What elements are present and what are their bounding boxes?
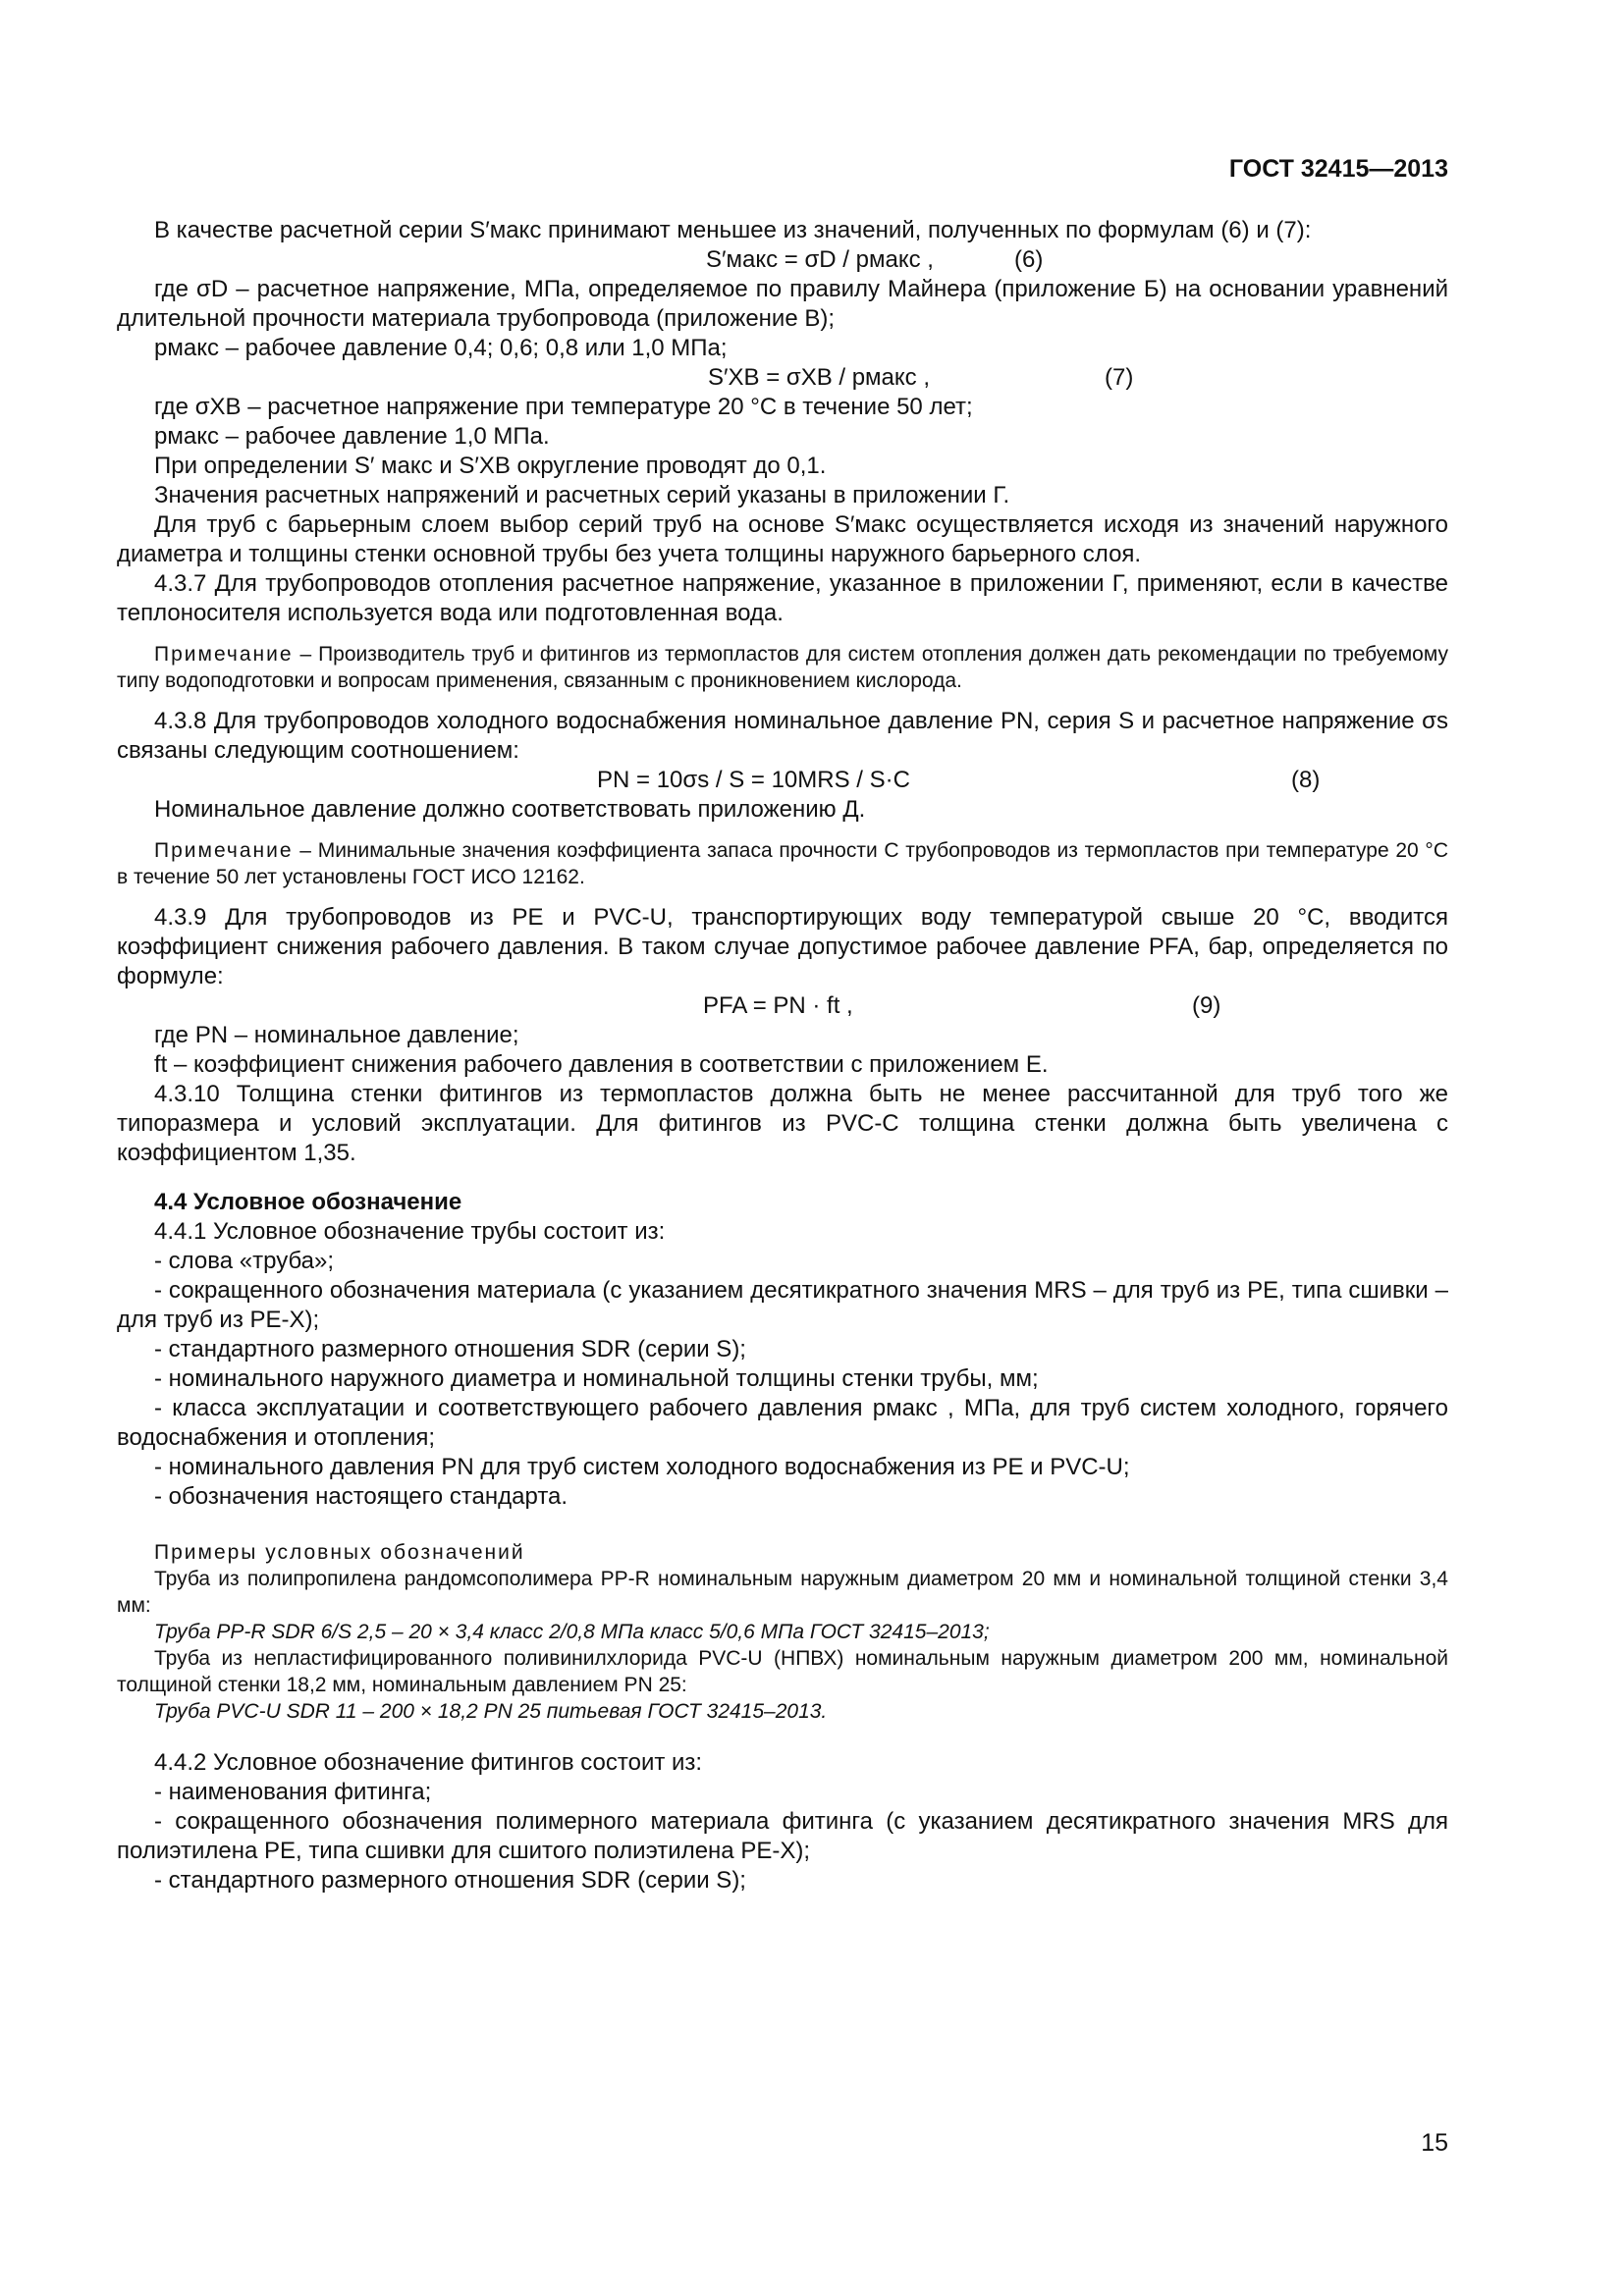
- paragraph: Значения расчетных напряжений и расчетных серий указаны в приложении Г.: [154, 482, 1010, 508]
- paragraph: где σXB – расчетное напряжение при температуре 20 °С в течение 50 лет;: [154, 394, 973, 420]
- paragraph: 4.3.10 Толщина стенки фитингов из термопластов должна быть не менее рассчитанной для труб того же типоразмера и условий эксплуатации. Для фитингов из PVC-C толщина стенки должна быть увеличена с коэффициентом 1,35.: [117, 1081, 1448, 1166]
- formula-8: [117, 766, 1448, 795]
- examples-title: Примеры условных обозначений: [154, 1541, 525, 1564]
- paragraph: 4.3.7 Для трубопроводов отопления расчетное напряжение, указанное в приложении Г, применяют, если в качестве теплоносителя используется вода или подготовленная вода.: [117, 570, 1448, 626]
- standard-header: ГОСТ 32415—2013: [1228, 155, 1448, 183]
- list-item: - слова «труба»;: [154, 1248, 335, 1274]
- formula-7: [117, 363, 1448, 393]
- note-1: [117, 641, 1448, 694]
- formula-expression: S′макс = σD / pмакс ,: [706, 246, 934, 273]
- paragraph: 4.4.2 Условное обозначение фитингов состоит из:: [154, 1749, 703, 1776]
- paragraph: Для труб с барьерным слоем выбор серий труб на основе S′макс осуществляется исходя из значений наружного диаметра и толщины стенки основной трубы без учета толщины наружного барьерного слоя.: [117, 511, 1448, 567]
- paragraph: В качестве расчетной серии S′макс принимают меньшее из значений, полученных по формулам (6) и (7):: [154, 217, 1312, 243]
- list-item: - номинального наружного диаметра и номинальной толщины стенки трубы, мм;: [154, 1365, 1039, 1392]
- paragraph: При определении S′ макс и S′XB округление проводят до 0,1.: [154, 453, 827, 479]
- list-item: - сокращенного обозначения полимерного материала фитинга (с указанием десятикратного значения MRS для полиэтилена PE, типа сшивки для сшитого полиэтилена PE-X);: [117, 1808, 1448, 1864]
- spacer: [117, 1725, 1448, 1748]
- note-label: Примечание: [154, 643, 294, 666]
- formula-number: (9): [1192, 992, 1221, 1019]
- list-item: - номинального давления PN для труб систем холодного водоснабжения из PE и PVC-U;: [154, 1454, 1130, 1480]
- example-code: Труба PVC-U SDR 11 – 200 × 18,2 PN 25 питьевая ГОСТ 32415–2013.: [154, 1700, 828, 1723]
- list-item: - сокращенного обозначения материала (с указанием десятикратного значения MRS – для труб из PE, типа сшивки – для труб из PE-X);: [117, 1277, 1448, 1333]
- formula-expression: PN = 10σs / S = 10MRS / S·C: [597, 767, 910, 793]
- formula-6: [117, 245, 1448, 275]
- note-text: – Производитель труб и фитингов из термопластов для систем отопления должен дать рекомендации по требуемому типу водоподготовки и вопросам применения, связанным с проникновением кислорода.: [117, 643, 1448, 692]
- formula-number: (7): [1105, 364, 1134, 391]
- list-item: - стандартного размерного отношения SDR (серии S);: [154, 1336, 746, 1362]
- list-item: - обозначения настоящего стандарта.: [154, 1483, 568, 1510]
- example-code: Труба PP-R SDR 6/S 2,5 – 20 × 3,4 класс 2/0,8 МПа класс 5/0,6 МПа ГОСТ 32415–2013;: [154, 1621, 990, 1643]
- example-text: Труба из полипропилена рандомсополимера PP-R номинальным наружным диаметром 20 мм и номинальной толщиной стенки 3,4 мм:: [117, 1568, 1448, 1617]
- page-body: [117, 216, 1448, 1896]
- paragraph: 4.3.9 Для трубопроводов из PE и PVC-U, транспортирующих воду температурой свыше 20 °С, вводится коэффициент снижения рабочего давления. В таком случае допустимое рабочее давление PFA, бар, определяется по формуле:: [117, 904, 1448, 989]
- paragraph: ft – коэффициент снижения рабочего давления в соответствии с приложением Е.: [154, 1051, 1049, 1078]
- section-title: 4.4 Условное обозначение: [154, 1189, 462, 1215]
- note-label: Примечание: [154, 839, 294, 862]
- formula-number: (8): [1291, 767, 1321, 793]
- page-number: 15: [1421, 2129, 1448, 2157]
- list-item: - наименования фитинга;: [154, 1779, 432, 1805]
- formula-expression: PFA = PN · ft ,: [703, 992, 853, 1019]
- list-item: - стандартного размерного отношения SDR (серии S);: [154, 1867, 746, 1894]
- paragraph: pмакс – рабочее давление 1,0 МПа.: [154, 423, 550, 450]
- note-text: – Минимальные значения коэффициента запаса прочности C трубопроводов из термопластов при температуре 20 °С в течение 50 лет установлены ГОСТ ИСО 12162.: [117, 839, 1448, 888]
- formula-expression: S′XB = σXB / pмакс ,: [708, 364, 931, 391]
- paragraph: pмакс – рабочее давление 0,4; 0,6; 0,8 или 1,0 МПа;: [154, 335, 728, 361]
- paragraph: где σD – расчетное напряжение, МПа, определяемое по правилу Майнера (приложение Б) на основании уравнений длительной прочности материала трубопровода (приложение В);: [117, 276, 1448, 332]
- paragraph: где PN – номинальное давление;: [154, 1022, 519, 1048]
- paragraph: 4.4.1 Условное обозначение трубы состоит из:: [154, 1218, 666, 1245]
- paragraph: 4.3.8 Для трубопроводов холодного водоснабжения номинальное давление PN, серия S и расчетное напряжение σs связаны следующим соотношением:: [117, 708, 1448, 764]
- note-2: [117, 837, 1448, 890]
- list-item: - класса эксплуатации и соответствующего рабочего давления pмакс , МПа, для труб систем холодного, горячего водоснабжения и отопления;: [117, 1395, 1448, 1451]
- example-text: Труба из непластифицированного поливинилхлорида PVC-U (НПВХ) номинальным наружным диаметром 200 мм, номинальной толщиной стенки 18,2 мм, номинальным давлением PN 25:: [117, 1647, 1448, 1696]
- paragraph: Номинальное давление должно соответствовать приложению Д.: [154, 796, 866, 823]
- formula-9: [117, 991, 1448, 1021]
- formula-number: (6): [1014, 246, 1044, 273]
